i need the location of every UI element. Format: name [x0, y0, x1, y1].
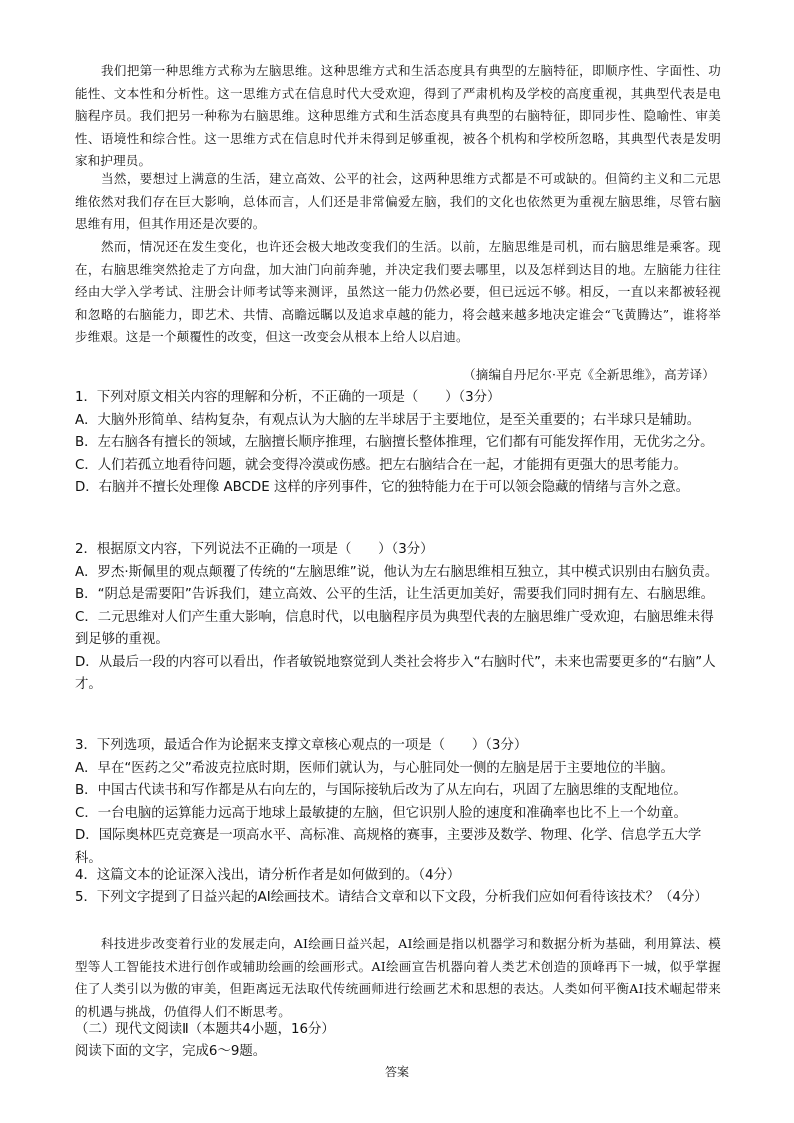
question-3-option-a: A．早在“医药之父”希波克拉底时期，医师们就认为，与心脏同处一侧的左脑是居于主要地位的半脑。 [75, 760, 674, 776]
question-2-option-c: C．二元思维对人们产生重大影响，信息时代，以电脑程序员为典型代表的左脑思维广受欢迎，右脑思维未得到足够的重视。 [75, 609, 714, 647]
question-1-option-a: A．大脑外形简单、结构复杂，有观点认为大脑的左半球居于主要地位，是至关重要的；右半球只是辅助。 [75, 412, 701, 428]
passage-paragraph-2: 当然，要想过上满意的生活，建立高效、公平的社会，这两种思维方式都是不可或缺的。但简约主义和二元思维依然对我们存在巨大影响，总体而言，人们还是非常偏爱左脑，我们的文化也依然更为重视左脑思维，尽管右脑思维有用，但其作用还是次要的。 [75, 171, 721, 232]
question-4: 4．这篇文本的论证深入浅出，请分析作者是如何做到的。（4分） [75, 868, 461, 883]
question-1 [75, 387, 721, 500]
question-3 [75, 735, 721, 870]
page-footer: 答案 [384, 1065, 409, 1079]
question-2-stem: 2．根据原文内容，下列说法不正确的一项是（ ）（3分） [75, 542, 434, 557]
question-5-material: 科技进步改变着行业的发展走向，AI绘画日益兴起，AI绘画是指以机器学习和数据分析为基础，利用算法、模型等人工智能技术进行创作或辅助绘画的绘画形式。AI绘画宣告机器向着人类艺术创造的顶峰再下一城，似乎掌握住了人类引以为傲的审美，但距离远无法取代传统画师进行绘画艺术和思想的表达。人类如何平衡AI技术崛起带来的机遇与挑战，仍值得人们不断思考。 [75, 936, 721, 1019]
passage-paragraph-3: 然而，情况还在发生变化，也许还会极大地改变我们的生活。以前，左脑思维是司机，而右脑思维是乘客。现在，右脑思维突然抢走了方向盘，加大油门向前奔驰，并决定我们要去哪里，以及怎样到达目的地。左脑能力往往经由大学入学考试、注册会计师考试等来测评，虽然这一能力仍然必要，但已远远不够。相反，一直以来都被轻视和忽略的右脑能力，即艺术、共情、高瞻远瞩以及追求卓越的能力，将会越来越多地决定谁会“飞黄腾达”，谁将举步维艰。这是一个颠覆性的改变，但这一改变会从根本上给人以启迪。 [75, 239, 721, 345]
section-2-instruction: 阅读下面的文字，完成6～9题。 [75, 1044, 267, 1059]
passage-source: （摘编自丹尼尔·平克《全新思维》，高芳译） [463, 367, 715, 382]
question-3-option-c: C．一台电脑的运算能力远高于地球上最敏捷的左脑，但它识别人脸的速度和准确率也比不上一个幼童。 [75, 805, 687, 821]
question-1-stem: 1．下列对原文相关内容的理解和分析，不正确的一项是（ ）（3分） [75, 390, 501, 405]
question-2-option-d: D．从最后一段的内容可以看出，作者敏锐地察觉到人类社会将步入“右脑时代”，未来也需要更多的“右脑”人才。 [75, 654, 716, 692]
section-2-heading: （二）现代文阅读Ⅱ（本题共4小题，16分） [75, 1022, 335, 1037]
question-1-option-c: C．人们若孤立地看待问题，就会变得冷漠或伤感。把左右脑结合在一起，才能拥有更强大的思考能力。 [75, 457, 687, 473]
question-2-option-a: A．罗杰·斯佩里的观点颠覆了传统的“左脑思维”说，他认为左右脑思维相互独立，其中模式识别由右脑负责。 [75, 564, 719, 580]
question-3-stem: 3．下列选项，最适合作为论据来支撑文章核心观点的一项是（ ）（3分） [75, 738, 528, 753]
question-2-option-b: B．“阴总是需要阳”告诉我们，建立高效、公平的生活，让生活更加美好，需要我们同时拥有左、右脑思维。 [75, 587, 715, 602]
passage-paragraph-1: 我们把第一种思维方式称为左脑思维。这种思维方式和生活态度具有典型的左脑特征，即顺序性、字面性、功能性、文本性和分析性。这一思维方式在信息时代大受欢迎，得到了严肃机构及学校的高度重视，其典型代表是电脑程序员。我们把另一种称为右脑思维。这种思维方式和生活态度具有典型的右脑特征，即同步性、隐喻性、审美性、语境性和综合性。这一思维方式在信息时代并未得到足够重视，被各个机构和学校所忽略，其典型代表是发明家和护理员。 [75, 63, 721, 169]
question-2 [75, 539, 721, 697]
question-1-option-b: B．左右脑各有擅长的领域，左脑擅长顺序推理，右脑擅长整体推理，它们都有可能发挥作用，无优劣之分。 [75, 435, 714, 450]
question-3-option-b: B．中国古代读书和写作都是从右向左的，与国际接轨后改为了从左向右，巩固了左脑思维的支配地位。 [75, 783, 687, 798]
question-1-option-d: D．右脑并不擅长处理像 ABCDE 这样的序列事件，它的独特能力在于可以领会隐藏的情绪与言外之意。 [75, 480, 690, 495]
question-5: 5．下列文字提到了日益兴起的AI绘画技术。请结合文章和以下文段，分析我们应如何看待该技术？（4分） [75, 890, 708, 905]
question-3-option-d: D．国际奥林匹克竞赛是一项高水平、高标准、高规格的赛事，主要涉及数学、物理、化学、信息学五大学科。 [75, 828, 702, 866]
